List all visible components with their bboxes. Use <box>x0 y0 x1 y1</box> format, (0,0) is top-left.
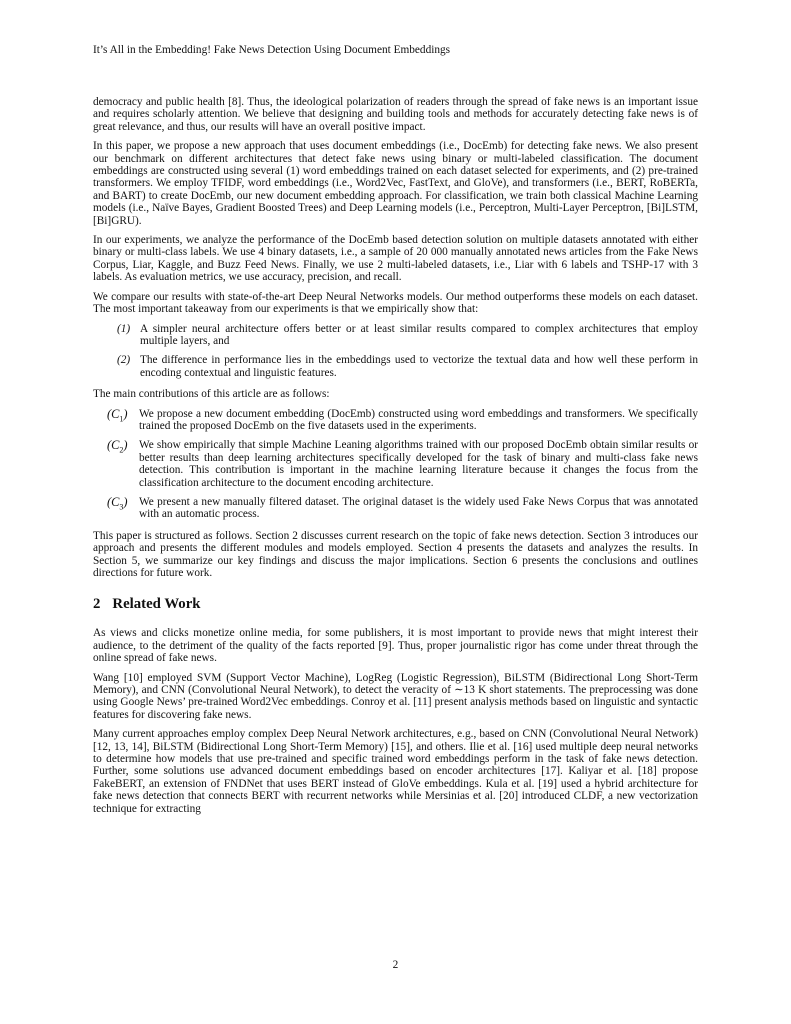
list-item <box>93 354 698 379</box>
intro-paragraph-1: democracy and public health [8]. Thus, the ideological polarization of readers through the spread of fake news is an important issue and requires scholarly attention. We believe that designing and building tools and methods for accurately detecting fake news is of great relevance, and thus, our results will have an overall positive impact. <box>93 96 698 133</box>
structure-paragraph: This paper is structured as follows. Section 2 discusses current research on the topic of fake news detection. Section 3 introduces our approach and presents the different modules and models employed. Section 4 presents the datasets and analyzes the results. In Section 5, we summarize our key findings and discuss the major implications. Section 6 presents the conclusions and outlines directions for future work. <box>93 529 698 579</box>
contributions-list <box>93 408 698 521</box>
list-item <box>93 439 698 489</box>
list-item-text: The difference in performance lies in the embeddings used to vectorize the textual data and how well these perform in encoding contextual and linguistic features. <box>140 354 698 379</box>
list-item <box>93 496 698 521</box>
list-item-label: (1) <box>117 322 131 335</box>
list-item-label: (2) <box>117 354 131 367</box>
intro-paragraph-2: In this paper, we propose a new approach that uses document embeddings (i.e., DocEmb) for detecting fake news. We also present our benchmark on different architectures that detect fake news using binary or multi-labeled classification. The document embeddings are constructed using several (1) word embeddings trained on each dataset selected for experiments, and (2) pre-trained transformers. We employ TFIDF, word embeddings (i.e., Word2Vec, FastText, and GloVe), and transformers (i.e., BERT, RoBERTa, and BART) to create DocEmb, our new document embedding approach. For classification, we train both classical Machine Learning models (i.e., Naïve Bayes, Gradient Boosted Trees) and Deep Learning models (i.e., Perceptron, Multi-Layer Perceptron, [Bi]LSTM, [Bi]GRU). <box>93 140 698 227</box>
section-heading <box>93 595 698 613</box>
list-item <box>93 323 698 348</box>
list-item-text: We propose a new document embedding (DocEmb) constructed using word embeddings and transformers. We specifically trained the proposed DocEmb on the five datasets used in the experiments. <box>139 407 698 432</box>
contributions-intro: The main contributions of this article are as follows: <box>93 388 330 401</box>
related-work-paragraph-1: As views and clicks monetize online media, for some publishers, it is most important to provide news that might interest their audience, to the detriment of the quality of the facts reported [9]. Thus, proper journalistic rigor has come under threat through the online spread of fake news. <box>93 627 698 665</box>
running-title: It’s All in the Embedding! Fake News Detection Using Document Embeddings <box>93 44 451 56</box>
list-item-text: We show empirically that simple Machine Leaning algorithms trained with our proposed DocEmb obtain similar results or better results than deep learning architectures specifically developed for the task of binary and multi-class fake news detection. This contribution is important in the machine learning literature because it changes the focus from the classification architecture to the document encoding architecture. <box>139 439 698 489</box>
takeaways-list <box>93 323 698 380</box>
list-item <box>93 408 698 433</box>
intro-paragraph-4: We compare our results with state-of-the-art Deep Neural Networks models. Our method outperforms these models on each dataset. The most important takeaway from our experiments is that we empirically show that: <box>93 290 698 316</box>
intro-paragraph-3: In our experiments, we analyze the performance of the DocEmb based detection solution on multiple datasets annotated with either binary or multi-class labels. We use 4 binary datasets, i.e., a sample of 20 000 manually annotated news articles from the Fake News Corpus, Liar, Kaggle, and Buzz Feed News. Finally, we use 2 multi-labeled datasets, i.e., Liar with 6 labels and TSHP-17 with 3 labels. As evaluation metrics, we use accuracy, precision, and recall. <box>93 234 698 284</box>
related-work-paragraph-2: Wang [10] employed SVM (Support Vector Machine), LogReg (Logistic Regression), BiLSTM (Bidirectional Long Short-Term Memory), and CNN (Convolutional Neural Network), to detect the veracity of ∼13 K short statements. The preprocessing was done using Google News’ pre-trained Word2Vec embeddings. Conroy et al. [11] present analysis methods based on linguistic and syntactic features for discovering fake news. <box>93 671 698 721</box>
page-body <box>93 96 698 822</box>
related-work-paragraph-3: Many current approaches employ complex Deep Neural Network architectures, e.g., based on CNN (Convolutional Neural Network) [12, 13, 14], BiLSTM (Bidirectional Long Short-Term Memory) [15], and others. Ilie et al. [16] used multiple deep neural networks to determine how models that use pre-trained and specific trained word embeddings perform in the task of fake news detection. Further, some solutions use advanced document embeddings based on encoder architectures [17]. Kaliyar et al. [18] propose FakeBERT, an extension of FNDNet that uses BERT instead of GloVe embeddings. Kula et al. [19] used a hybrid architecture for fake news detection that connects BERT with recurrent networks while Mersinias et al. [20] introduced CLDF, a new vectorization technique for extracting <box>93 728 698 815</box>
list-item-text: We present a new manually filtered dataset. The original dataset is the widely used Fake News Corpus that was annotated with an automatic process. <box>139 495 698 521</box>
section-number: 2 <box>93 596 101 613</box>
list-item-label: $(C_2)$ <box>107 438 128 455</box>
list-item-text: A simpler neural architecture offers better or at least similar results compared to complex architectures that employ multiple layers, and <box>140 322 698 347</box>
section-title: Related Work <box>112 596 201 613</box>
list-item-label: $(C_1)$ <box>107 406 128 423</box>
page-number: 2 <box>392 959 399 971</box>
list-item-label: $(C_3)$ <box>107 494 128 512</box>
